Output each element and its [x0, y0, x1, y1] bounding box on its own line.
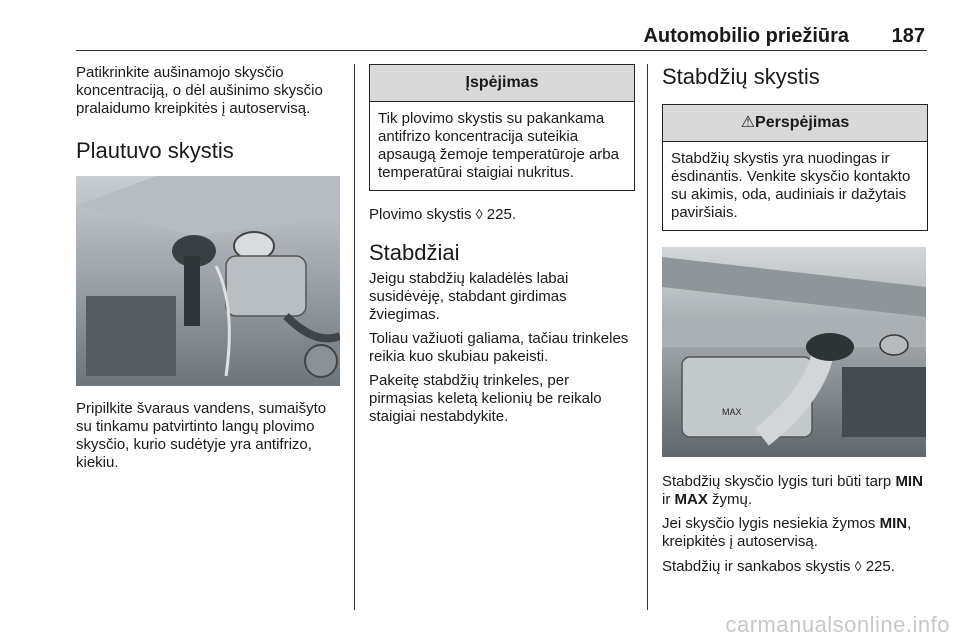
caution-box-text: Tik plovimo skystis su pakankama antifrizo koncentracija suteikia apsaugą žemoje temperatūroje arba temperatūrai staigiai nukritus.	[378, 110, 619, 181]
washer-fluid-reference: Plovimo skystis ◊ 225.	[369, 206, 516, 223]
caution-box	[369, 64, 635, 191]
column-2	[369, 64, 635, 432]
brake-fluid-heading: Stabdžių skystis	[662, 64, 820, 89]
brake-fluid-reservoir-photo	[662, 247, 926, 457]
page-header	[76, 24, 927, 51]
page-reference-icon: ◊	[475, 206, 483, 222]
max-mark-label: MAX	[722, 407, 742, 417]
brake-low-level-paragraph: Jei skysčio lygis nesiekia žymos MIN, kreipkitės į autoservisą.	[662, 515, 912, 550]
column-1	[76, 64, 342, 478]
page-reference-icon: ◊	[854, 558, 862, 574]
brakes-paragraph-3: Pakeitę stabdžių trinkeles, per pirmąsias keletą kelionių be reikalo staigiai nestabdykite.	[369, 372, 602, 425]
column-divider	[647, 64, 648, 610]
brakes-paragraph-2: Toliau važiuoti galiama, tačiau trinkeles reikia kuo skubiau pakeisti.	[369, 330, 629, 365]
brakes-heading: Stabdžiai	[369, 240, 460, 265]
warning-box	[662, 104, 928, 231]
brake-fluid-reference: Stabdžių ir sankabos skystis ◊ 225.	[662, 558, 895, 575]
warning-box-text: Stabdžių skystis yra nuodingas ir ėsdinantis. Venkite skysčio kontakto su akimis, oda, audiniais ir dažytais paviršiais.	[671, 150, 911, 221]
column-3	[662, 64, 928, 582]
column-divider	[354, 64, 355, 610]
page-number: 187	[891, 25, 925, 47]
coolant-paragraph: Patikrinkite aušinamojo skysčio koncentraciją, o dėl aušinimo skysčio pralaidumo kreipkitės į autoservisą.	[76, 64, 323, 117]
washer-fluid-heading: Plautuvo skystis	[76, 138, 234, 163]
washer-reservoir-photo	[76, 176, 340, 386]
chapter-title: Automobilio priežiūra	[643, 25, 849, 47]
brakes-paragraph-1: Jeigu stabdžių kaladėlės labai susidėvėję, stabdant girdimas žviegimas.	[369, 270, 569, 323]
watermark: carmanualsonline.info	[725, 612, 950, 637]
warning-icon: ⚠	[740, 114, 756, 131]
caution-box-title: Įspėjimas	[370, 65, 634, 102]
brake-level-paragraph: Stabdžių skysčio lygis turi būti tarp MIN ir MAX žymų.	[662, 473, 923, 508]
washer-fluid-paragraph: Pripilkite švaraus vandens, sumaišyto su tinkamu patvirtinto langų plovimo skysčio, kurio sudėtyje yra antifrizo, kiekiu.	[76, 400, 327, 471]
warning-box-title: ⚠Perspėjimas	[663, 105, 927, 142]
